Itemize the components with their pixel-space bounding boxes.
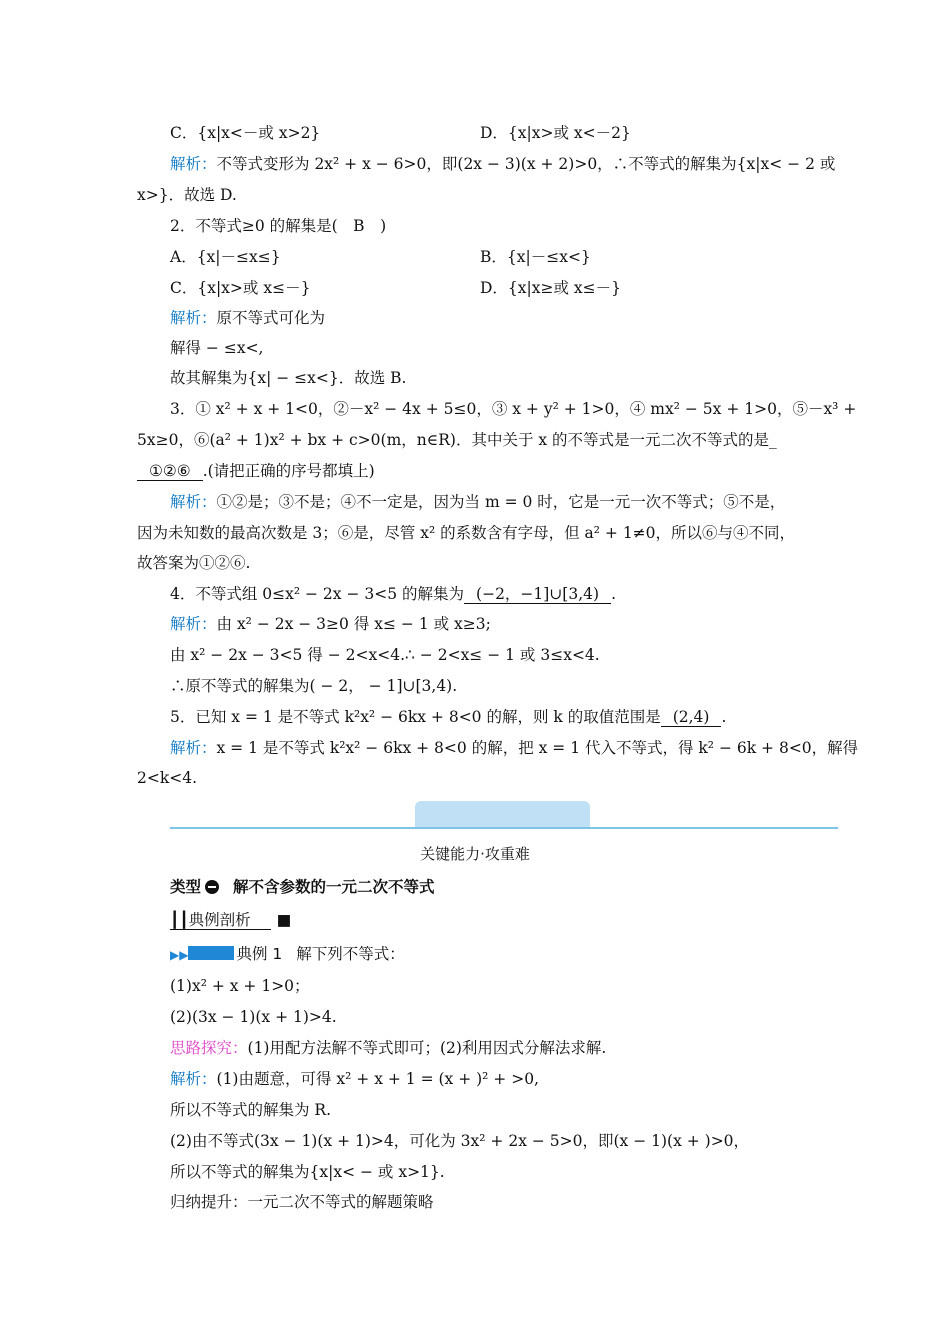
- idea-text: (1)用配方法解不等式即可；(2)利用因式分解法求解.: [247, 1039, 607, 1057]
- answer-blank: (2,4): [661, 708, 722, 727]
- example-label: 典例 1: [236, 945, 283, 963]
- idea-line: [170, 1037, 606, 1059]
- analysis-label: 解析：: [170, 309, 217, 327]
- analysis-text: x = 1 是不等式 k²x² − 6kx + 8<0 的解，把 x = 1 代入不等式，得 k² − 6k + 8<0，解得: [216, 739, 859, 757]
- text-line: 2<k<4.: [137, 769, 198, 787]
- analysis-line: [170, 1068, 539, 1090]
- answer-line: [137, 460, 375, 482]
- analysis-line: [170, 737, 858, 759]
- analysis-label: 解析：: [170, 155, 217, 173]
- text: .(请把正确的序号都填上): [202, 462, 375, 480]
- text-line: (2)由不等式(3x − 1)(x + 1)>4，可化为 3x² + 2x − 5>0，即(x − 1)(x + )>0，: [170, 1132, 750, 1150]
- section-divider: [170, 827, 838, 829]
- question-2: 2．不等式≥0 的解集是( B ): [170, 217, 387, 235]
- analysis-label: 解析：: [170, 493, 217, 511]
- text-line: 由 x² − 2x − 3<5 得 − 2<x<4.∴ − 2<x≤ − 1 或 3≤x<4.: [170, 646, 600, 664]
- text-line: 所以不等式的解集为{x|x< − 或 x>1}.: [170, 1163, 445, 1181]
- option-c: C．{x|x>或 x≤－}: [170, 279, 311, 297]
- option-d: D．{x|x>或 x<－2}: [480, 124, 631, 142]
- analysis-heading: [170, 909, 291, 931]
- summary-heading: 归纳提升：一元二次不等式的解题策略: [170, 1193, 434, 1211]
- question-4: [170, 583, 616, 605]
- analysis-text: 由 x² − 2x − 3≥0 得 x≤ − 1 或 x≥3;: [216, 615, 491, 633]
- text-line: 因为未知数的最高次数是 3；⑥是，尽管 x² 的系数含有字母，但 a² + 1≠0，所以⑥与④不同，: [137, 524, 796, 542]
- text-line: (1)x² + x + 1>0；: [170, 977, 310, 995]
- text-line: 5x≥0，⑥(a² + 1)x² + bx + c>0(m，n∈R)．其中关于 x 的不等式是一元二次不等式的是_: [137, 431, 777, 449]
- option-c: C．{x|x<－或 x>2}: [170, 124, 321, 142]
- question-5: [170, 706, 726, 728]
- analysis-text: (1)由题意，可得 x² + x + 1 = (x + )² + >0,: [216, 1070, 539, 1088]
- analysis-line: [170, 613, 491, 635]
- square-icon: ■: [276, 911, 292, 929]
- type-title: 解不含参数的一元二次不等式: [233, 878, 435, 896]
- text-line: (2)(3x − 1)(x + 1)>4.: [170, 1008, 337, 1026]
- type-prefix: 类型: [170, 878, 202, 896]
- analysis-line: [170, 491, 785, 513]
- analysis-line: [170, 153, 835, 175]
- option-b: B．{x|－≤x<}: [480, 248, 591, 266]
- minus-circle-icon: [205, 880, 219, 894]
- text-line: x>}．故选 D.: [137, 186, 237, 204]
- analysis-text: 不等式变形为 2x² + x − 6>0，即(2x − 3)(x + 2)>0，∴不等式的解集为{x|x< − 2 或: [216, 155, 836, 173]
- analysis-label: 解析：: [170, 615, 217, 633]
- section-tab: [415, 801, 590, 828]
- analysis-text: 原不等式可化为: [216, 309, 326, 327]
- answer-blank: (−2，−1]∪[3,4): [464, 585, 611, 604]
- analysis-text: ①②是；③不是；④不一定是，因为当 m = 0 时，它是一元一次不等式；⑤不是，: [216, 493, 786, 511]
- section-title: 关键能力·攻重难: [420, 845, 530, 863]
- text: 4．不等式组 0≤x² − 2x − 3<5 的解集为: [170, 585, 465, 603]
- text-line: 所以不等式的解集为 R.: [170, 1101, 332, 1119]
- analysis-label: 解析：: [170, 739, 217, 757]
- text-line: 故其解集为{x| − ≤x<}．故选 B.: [170, 369, 407, 387]
- idea-label: 思路探究：: [170, 1039, 248, 1057]
- text: .: [721, 708, 727, 726]
- text: .: [611, 585, 616, 603]
- example-text: 解下列不等式：: [296, 945, 405, 963]
- text-line: ∴原不等式的解集为( − 2， − 1]∪[3,4).: [170, 677, 458, 695]
- example-badge: [188, 946, 234, 960]
- double-arrow-icon: ▶▶: [170, 948, 189, 962]
- example-line: [170, 943, 405, 966]
- question-3: 3．① x² + x + 1<0，②－x² − 4x + 5≤0，③ x + y² + 1>0，④ mx² − 5x + 1>0，⑤－x³ +: [170, 400, 857, 418]
- option-a: A．{x|－≤x≤}: [170, 248, 281, 266]
- analysis-heading-text: ┃┃典例剖析: [170, 911, 271, 930]
- analysis-line: [170, 307, 325, 329]
- type-heading: [170, 876, 435, 898]
- analysis-label: 解析：: [170, 1070, 217, 1088]
- text: 5．已知 x = 1 是不等式 k²x² − 6kx + 8<0 的解，则 k 的取值范围是: [170, 708, 661, 726]
- answer-blank: ①②⑥: [137, 462, 203, 481]
- option-d: D．{x|x≥或 x≤－}: [480, 279, 621, 297]
- text-line: 故答案为①②⑥.: [137, 554, 251, 572]
- text-line: 解得 − ≤x<,: [170, 339, 264, 357]
